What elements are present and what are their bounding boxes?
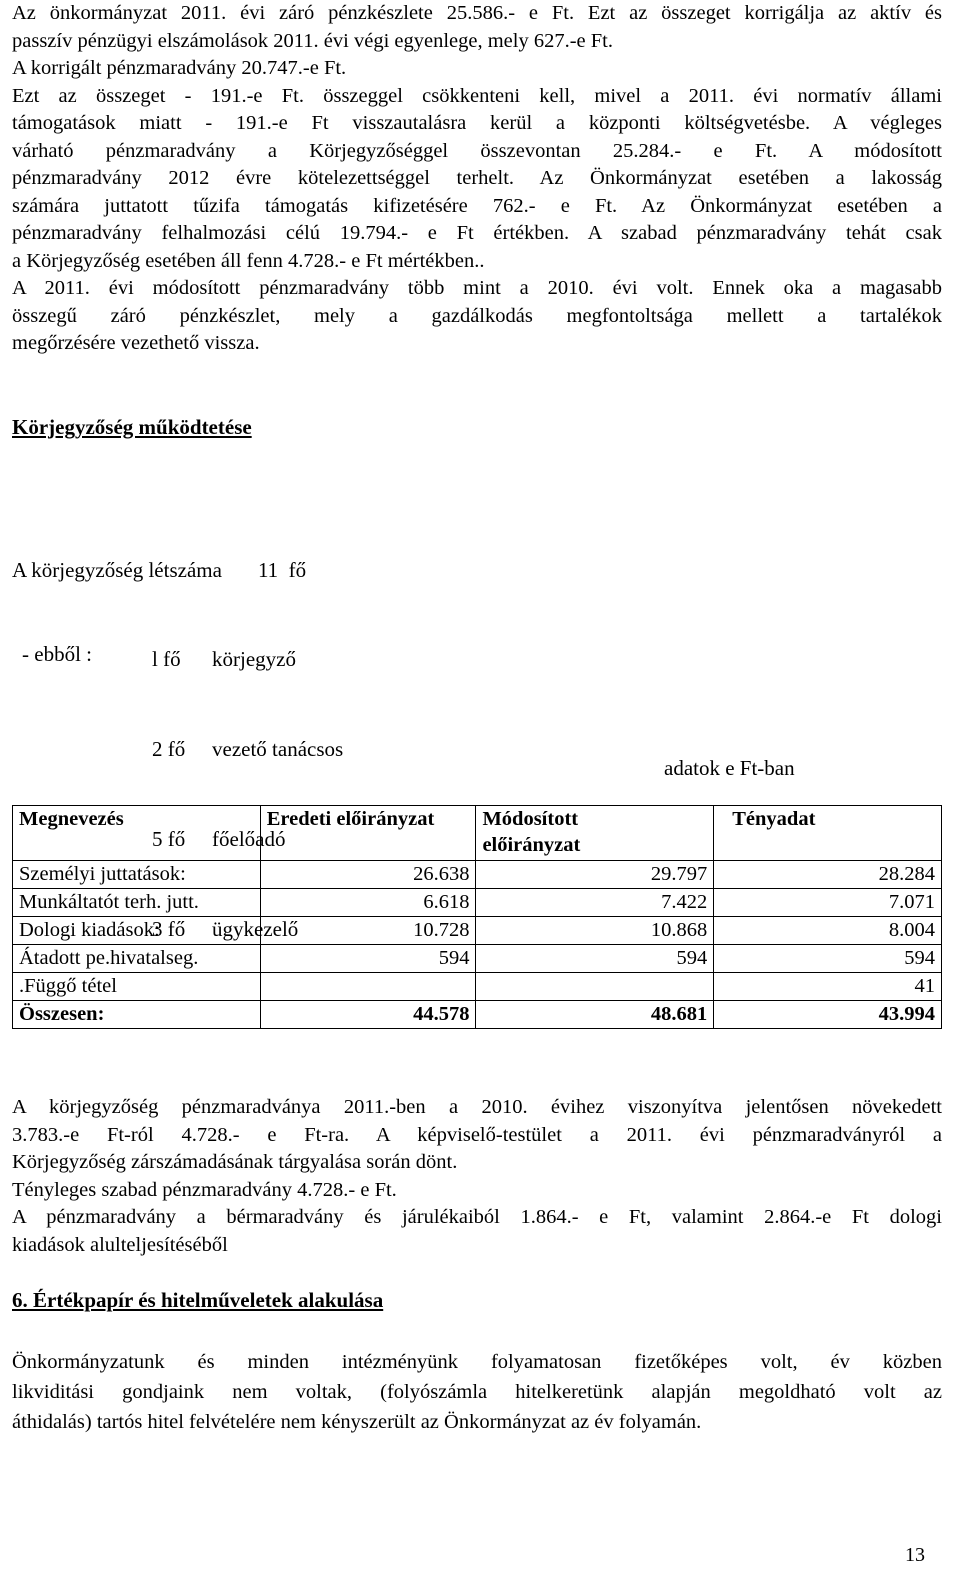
table-cell: 594 — [714, 945, 942, 973]
section-heading-korjegyzoseg: Körjegyzőség működtetése — [12, 415, 252, 439]
table-unit-note: adatok e Ft-ban — [664, 756, 795, 780]
staff-total: 11 fő — [257, 558, 307, 582]
closing-paragraph — [12, 1347, 942, 1437]
intro-line: megőrzésére vezethető vissza. — [12, 332, 260, 354]
table-cell: 10.728 — [260, 917, 476, 945]
intro-line: Ezt az összeget - 191.-e Ft. összeggel csökkenteni kell, mivel a 2011. évi normatív állami — [12, 84, 942, 107]
staff-role-item: 2 fő vezető tanácsos — [152, 737, 344, 761]
intro-line: A 2011. évi módosított pénzmaradvány több mint a 2010. évi volt. Ennek oka a magasabb — [12, 277, 942, 299]
summary-paragraph — [12, 1094, 942, 1259]
intro-line: pénzmaradvány felhalmozási célú 19.794.- e Ft értékben. A szabad pénzmaradvány tehát csak — [12, 222, 942, 244]
intro-paragraph — [12, 0, 942, 358]
table-row — [13, 889, 942, 917]
intro-line: passzív pénzügyi elszámolások 2011. évi végi egyenlege, mely 627.-e Ft. — [12, 29, 613, 52]
table-cell: Átadott pe.hivatalseg. — [13, 945, 261, 973]
budget-table — [12, 805, 942, 1029]
staff-role-item: l fő körjegyző — [152, 647, 296, 671]
table-cell: 7.422 — [476, 889, 714, 917]
table-cell: 28.284 — [714, 861, 942, 889]
table-cell: Összesen: — [13, 1001, 261, 1029]
table-cell: Dologi kiadások: — [13, 917, 261, 945]
table-cell: Személyi juttatások: — [13, 861, 261, 889]
table-cell: 7.071 — [714, 889, 942, 917]
table-cell: 41 — [714, 973, 942, 1001]
staff-role-item: 3 fő ügykezelő — [152, 917, 299, 941]
summary-line: Tényleges szabad pénzmaradvány 4.728.- e Ft. — [12, 1178, 397, 1201]
page-number: 13 — [905, 1544, 925, 1566]
intro-line: Az önkormányzat 2011. évi záró pénzkészlete 25.586.- e Ft. Ezt az összeget korrigálja az aktív és — [12, 2, 942, 24]
summary-line: 3.783.-e Ft-ról 4.728.- e Ft-ra. A képviselő-testület a 2011. évi pénzmaradványról a — [12, 1123, 942, 1146]
intro-line: a Körjegyzőség esetében áll fenn 4.728.- e Ft mértékben.. — [12, 249, 485, 272]
table-cell: 44.578 — [260, 1001, 476, 1029]
table-cell: .Függő tétel — [13, 973, 261, 1001]
summary-line: A pénzmaradvány a bérmaradvány és járulékaiból 1.864.- e Ft, valamint 2.864.-e Ft dologi — [12, 1206, 942, 1228]
table-cell: 594 — [476, 945, 714, 973]
staff-total-row — [12, 556, 306, 584]
table-row — [13, 917, 942, 945]
closing-line: Önkormányzatunk és minden intézményünk folyamatosan fizetőképes volt, év közben — [12, 1351, 942, 1373]
table-cell: 48.681 — [476, 1001, 714, 1029]
section-heading-ertekpapir: 6. Értékpapír és hitelműveletek alakulása — [12, 1288, 384, 1312]
staff-label: A körjegyzőség létszáma — [12, 558, 222, 582]
summary-line: A körjegyzőség pénzmaradványa 2011.-ben a 2010. évihez viszonyítva jelentősen növekedett — [12, 1096, 942, 1118]
intro-line: várható pénzmaradvány a Körjegyzőséggel összevontan 25.284.- e Ft. A módosított — [12, 139, 942, 162]
column-header: Módosított előirányzat — [476, 806, 714, 861]
table-cell: 29.797 — [476, 861, 714, 889]
intro-line: támogatások miatt - 191.-e Ft visszautalásra kerül a központi költségvetésbe. A végleges — [12, 112, 942, 134]
staff-of-which: - ebből : — [22, 642, 92, 666]
intro-line: számára juttatott tűzifa támogatás kifizetésére 762.- e Ft. Az Önkormányzat esetében a — [12, 194, 942, 217]
table-cell: 43.994 — [714, 1001, 942, 1029]
table-cell: 8.004 — [714, 917, 942, 945]
table-cell: 594 — [260, 945, 476, 973]
budget-table-wrapper — [12, 805, 942, 1029]
table-cell — [476, 973, 714, 1001]
column-header: Eredeti előirányzat — [260, 806, 476, 861]
closing-line: áthidalás) tartós hitel felvételére nem kényszerült az Önkormányzat az év folyamán. — [12, 1411, 702, 1433]
table-cell: Munkáltatót terh. jutt. — [13, 889, 261, 917]
table-row — [13, 861, 942, 889]
summary-line: Körjegyzőség zárszámadásának tárgyalása során dönt. — [12, 1151, 458, 1173]
table-row — [13, 945, 942, 973]
table-row — [13, 973, 942, 1001]
column-header: Megnevezés — [13, 806, 261, 861]
intro-line: összegű záró pénzkészlet, mely a gazdálkodás megfontoltsága mellett a tartalékok — [12, 304, 942, 327]
table-cell: 26.638 — [260, 861, 476, 889]
table-header-row — [13, 806, 942, 861]
summary-line: kiadások alulteljesítéséből — [12, 1233, 228, 1256]
intro-line: A korrigált pénzmaradvány 20.747.-e Ft. — [12, 57, 347, 79]
table-cell — [260, 973, 476, 1001]
table-cell: 6.618 — [260, 889, 476, 917]
intro-line: pénzmaradvány 2012 évre kötelezettséggel terhelt. Az Önkormányzat esetében a lakosság — [12, 167, 942, 189]
staff-role-item: 5 fő főelőadó — [152, 827, 286, 851]
column-header: Tényadat — [714, 806, 942, 861]
table-cell: 10.868 — [476, 917, 714, 945]
closing-line: likviditási gondjaink nem voltak, (folyószámla hitelkeretünk alapján megoldható volt az — [12, 1381, 942, 1403]
table-total-row — [13, 1001, 942, 1029]
